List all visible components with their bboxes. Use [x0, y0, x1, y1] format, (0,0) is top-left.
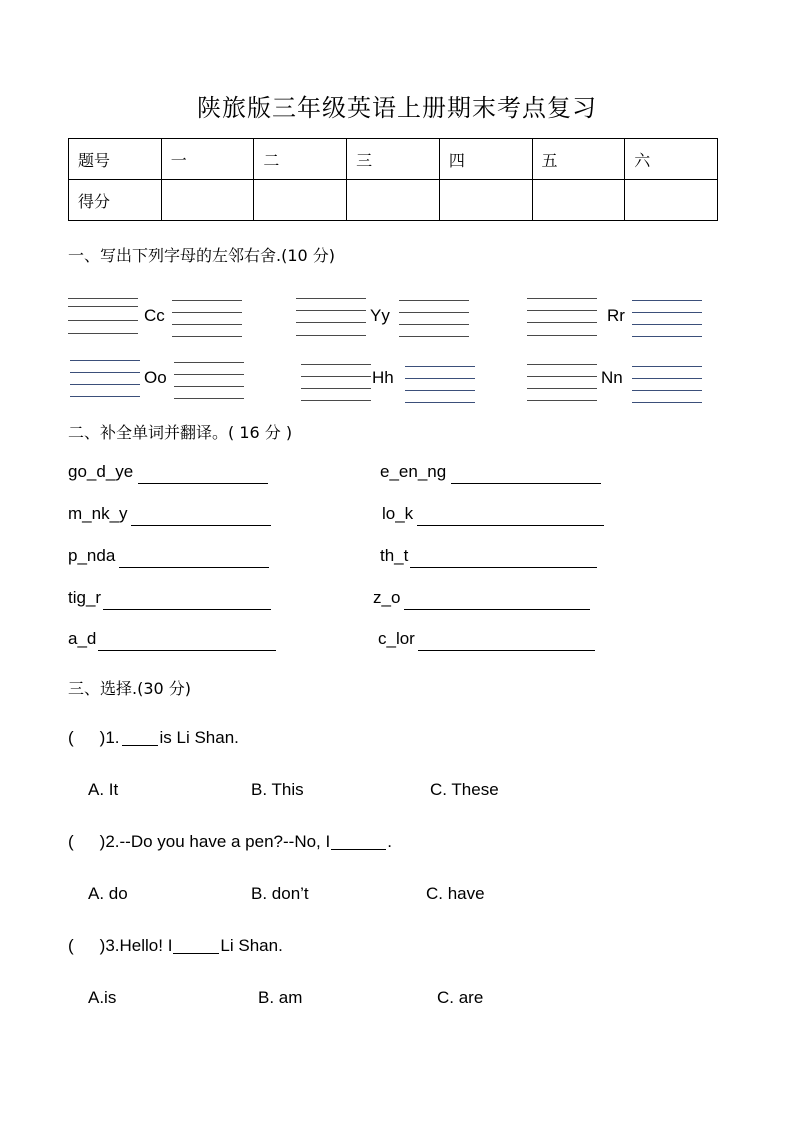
- word-item: p_nda: [68, 546, 116, 565]
- word-item: go_d_ye: [68, 462, 134, 481]
- question-2: [68, 832, 392, 852]
- score-table-header-row: [69, 139, 718, 180]
- letter-oo: Oo: [144, 368, 167, 387]
- writing-line[interactable]: [632, 366, 702, 367]
- writing-line[interactable]: [172, 312, 242, 313]
- option-b[interactable]: B. don’t: [251, 884, 309, 903]
- option-c[interactable]: C. These: [430, 780, 499, 799]
- writing-line[interactable]: [70, 360, 140, 361]
- score-cell: 五: [532, 139, 625, 180]
- writing-line[interactable]: [399, 312, 469, 313]
- writing-line[interactable]: [405, 390, 475, 391]
- option-b[interactable]: B. This: [251, 780, 304, 799]
- letter-hh: Hh: [372, 368, 394, 387]
- question-stem: )2.--Do you have a pen?--No, I: [99, 832, 331, 851]
- score-cell: 六: [625, 139, 718, 180]
- writing-line[interactable]: [632, 336, 702, 337]
- section-1-heading: 一、写出下列字母的左邻右舍.(10 分): [68, 246, 336, 265]
- answer-paren-open: (: [68, 728, 74, 747]
- writing-line[interactable]: [68, 320, 138, 321]
- score-cell: 四: [439, 139, 532, 180]
- letter-nn: Nn: [601, 368, 623, 387]
- writing-line[interactable]: [632, 312, 702, 313]
- score-input-cell[interactable]: [347, 180, 440, 221]
- score-table: [68, 138, 718, 221]
- letter-cc: Cc: [144, 306, 165, 325]
- question-stem: )3.Hello! I: [99, 936, 173, 955]
- answer-line[interactable]: [138, 483, 268, 484]
- writing-line[interactable]: [399, 324, 469, 325]
- option-a[interactable]: A. do: [88, 884, 128, 903]
- writing-line[interactable]: [174, 362, 244, 363]
- letter-yy: Yy: [370, 306, 390, 325]
- score-cell: 一: [161, 139, 254, 180]
- answer-line[interactable]: [404, 609, 590, 610]
- writing-line[interactable]: [527, 376, 597, 377]
- word-item: tig_r: [68, 588, 102, 607]
- answer-line[interactable]: [410, 567, 597, 568]
- writing-line[interactable]: [172, 336, 242, 337]
- page-title: 陕旅版三年级英语上册期末考点复习: [197, 94, 597, 122]
- writing-line[interactable]: [527, 400, 597, 401]
- letter-rr: Rr: [607, 306, 625, 325]
- answer-line[interactable]: [418, 650, 595, 651]
- score-cell: 题号: [69, 139, 162, 180]
- answer-line[interactable]: [103, 609, 271, 610]
- section-3-heading: 三、选择.(30 分): [68, 679, 192, 698]
- writing-line[interactable]: [632, 324, 702, 325]
- section-2-heading: 二、补全单词并翻译。( 16 分 ): [68, 423, 293, 442]
- word-item: e_en_ng: [380, 462, 447, 481]
- writing-line[interactable]: [301, 376, 371, 377]
- option-c[interactable]: C. have: [426, 884, 485, 903]
- score-input-cell[interactable]: [532, 180, 625, 221]
- writing-line[interactable]: [174, 398, 244, 399]
- answer-line[interactable]: [451, 483, 601, 484]
- question-3: [68, 936, 283, 956]
- writing-line[interactable]: [296, 335, 366, 336]
- answer-paren-open: (: [68, 832, 74, 851]
- answer-line[interactable]: [119, 567, 269, 568]
- writing-line[interactable]: [172, 324, 242, 325]
- writing-line[interactable]: [174, 386, 244, 387]
- question-1: [68, 728, 239, 748]
- writing-line[interactable]: [632, 390, 702, 391]
- question-stem-end: .: [387, 832, 392, 851]
- writing-line[interactable]: [405, 378, 475, 379]
- writing-line[interactable]: [632, 402, 702, 403]
- writing-line[interactable]: [70, 396, 140, 397]
- word-item: z_o: [373, 588, 401, 607]
- writing-line[interactable]: [301, 364, 371, 365]
- writing-line[interactable]: [301, 400, 371, 401]
- score-table-score-row: [69, 180, 718, 221]
- writing-line[interactable]: [527, 388, 597, 389]
- word-item: lo_k: [382, 504, 414, 523]
- writing-line[interactable]: [296, 310, 366, 311]
- writing-line[interactable]: [68, 333, 138, 334]
- writing-line[interactable]: [527, 310, 597, 311]
- question-blank[interactable]: [173, 937, 219, 954]
- writing-line[interactable]: [527, 298, 597, 299]
- writing-line[interactable]: [527, 322, 597, 323]
- answer-line[interactable]: [417, 525, 604, 526]
- writing-line[interactable]: [632, 378, 702, 379]
- question-stem-end: is Li Shan.: [159, 728, 239, 747]
- score-input-cell[interactable]: [161, 180, 254, 221]
- writing-line[interactable]: [70, 384, 140, 385]
- option-a[interactable]: A. It: [88, 780, 119, 799]
- writing-line[interactable]: [632, 300, 702, 301]
- score-cell: 三: [347, 139, 440, 180]
- writing-line[interactable]: [296, 298, 366, 299]
- question-stem: )1.: [99, 728, 120, 747]
- writing-line[interactable]: [296, 322, 366, 323]
- option-c[interactable]: C. are: [437, 988, 484, 1007]
- answer-paren-open: (: [68, 936, 74, 955]
- word-item: c_lor: [378, 629, 415, 648]
- question-blank[interactable]: [122, 729, 158, 746]
- writing-line[interactable]: [399, 300, 469, 301]
- score-cell: 二: [254, 139, 347, 180]
- writing-line[interactable]: [405, 402, 475, 403]
- word-item: a_d: [68, 629, 97, 648]
- option-b[interactable]: B. am: [258, 988, 303, 1007]
- writing-line[interactable]: [68, 298, 138, 299]
- writing-line[interactable]: [399, 336, 469, 337]
- word-item: m_nk_y: [68, 504, 128, 523]
- score-input-cell[interactable]: [254, 180, 347, 221]
- answer-line[interactable]: [131, 525, 271, 526]
- writing-line[interactable]: [68, 306, 138, 307]
- writing-line[interactable]: [301, 388, 371, 389]
- option-a[interactable]: A.is: [88, 988, 117, 1007]
- question-blank[interactable]: [331, 833, 386, 850]
- answer-line[interactable]: [98, 650, 276, 651]
- writing-line[interactable]: [172, 300, 242, 301]
- writing-line[interactable]: [70, 372, 140, 373]
- writing-line[interactable]: [405, 366, 475, 367]
- score-cell: 得分: [69, 180, 162, 221]
- writing-line[interactable]: [527, 335, 597, 336]
- writing-line[interactable]: [527, 364, 597, 365]
- question-stem-end: Li Shan.: [220, 936, 283, 955]
- score-input-cell[interactable]: [625, 180, 718, 221]
- word-item: th_t: [380, 546, 409, 565]
- writing-line[interactable]: [174, 374, 244, 375]
- score-input-cell[interactable]: [439, 180, 532, 221]
